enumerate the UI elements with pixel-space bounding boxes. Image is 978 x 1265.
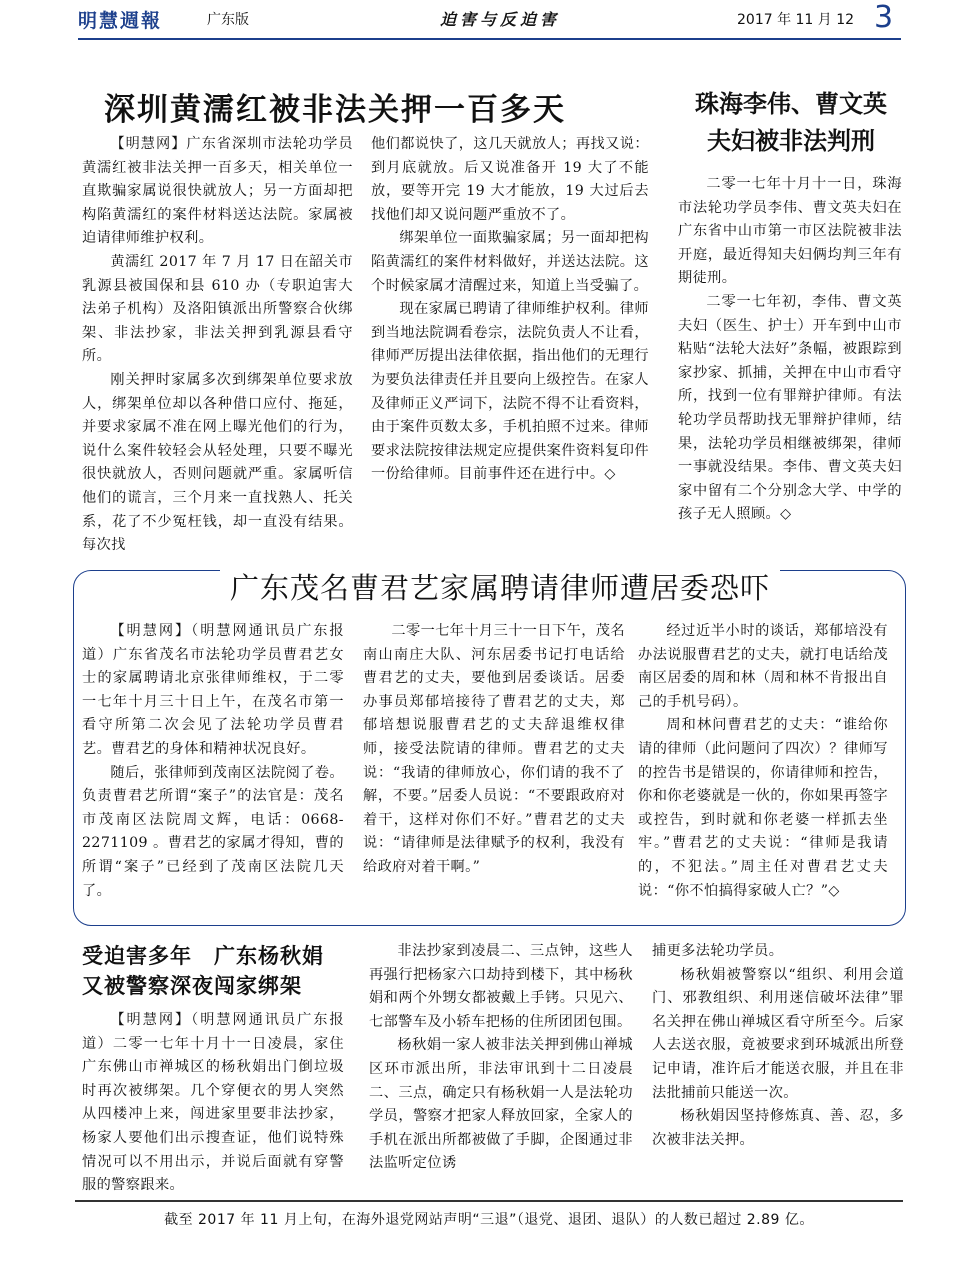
article-4-paragraph: 【明慧网】（明慧网通讯员广东报道）二零一七年十月十一日凌晨，家住广东佛山市禅城区的杨秋娟出门倒垃圾时再次被绑架。几个穿便衣的男人突然从四楼冲上来，闯进家里要非法抄家，杨家人要他们出示搜查证，他们说特殊情况可以不用出示，并说后面就有穿警服的警察跟来。	[82, 1012, 344, 1194]
article-3-paragraph: 经过近半小时的谈话，郑郁培没有办法说服曹君艺的丈夫，就打电话给茂南区居委的周和林（周和林不肯报出自己的手机号码）。	[638, 623, 888, 710]
article-3-paragraph: 周和林问曹君艺的丈夫：“谁给你请的律师（此问题问了四次）？律师写的控告书是错误的，你请律师和控告，你和你老婆就是一伙的，你如果再签字或控告，到时就和你老婆一样抓去坐牢。”曹君艺的丈夫说：“律师是我请的，不犯法。”周主任对曹君艺丈夫说：“你不怕搞得家破人亡？”◇	[638, 717, 888, 899]
article-2-column	[678, 173, 902, 527]
section-title: 迫害与反迫害	[440, 10, 561, 29]
article-3-paragraph: 随后，张律师到茂南区法院阅了卷。负责曹君艺所谓“案子”的法官是：茂名市茂南区法院周文辉，电话：0668-2271109 。曹君艺的家属才得知，曹的所谓“案子”已经到了茂南区法院几天了。	[82, 764, 344, 899]
article-4-title-line: 受迫害多年 广东杨秋娟	[82, 944, 324, 968]
article-4-paragraph: 非法抄家到凌晨二、三点钟，这些人再强行把杨家六口劫持到楼下，其中杨秋娟和两个外甥女都被戴上手铐。只见六、七部警车及小轿车把杨的住所团团包围。	[369, 943, 633, 1030]
newspaper-brand: 明慧週報	[78, 10, 163, 32]
article-2-title-line: 夫妇被非法判刑	[707, 127, 875, 155]
article-4-title	[82, 941, 362, 1001]
header-divider	[78, 38, 901, 40]
article-4-title-line: 又被警察深夜闯家绑架	[82, 974, 302, 998]
article-1-paragraph: 黄濡红 2017 年 7 月 17 日在韶关市乳源县被国保和县 610 办（专职迫害大法弟子机构）及洛阳镇派出所警察合伙绑架、非法抄家，非法关押到乳源县看守所。	[82, 253, 353, 365]
article-1-title: 深圳黄濡红被非法关押一百多天	[104, 92, 566, 128]
article-4-paragraph: 杨秋娟被警察以“组织、利用会道门、邪教组织、利用迷信破坏法律”罪名关押在佛山禅城区看守所至今。后家人去送衣服，竟被要求到环城派出所登记申请，准许后才能送衣服，并且在非法批捕前只能送一次。	[652, 966, 904, 1101]
article-1-paragraph: 绑架单位一面欺骗家属；另一面却把构陷黄濡红的案件材料做好，并送达法院。这个时候家属才清醒过来，知道上当受骗了。	[371, 230, 649, 294]
article-1-paragraph: 现在家属已聘请了律师维护权利。律师到当地法院调看卷宗，法院负责人不让看，律师严厉提出法律依据，指出他们的无理行为要负法律责任并且要向上级控告。在家人及律师正义严词下，法院不得不让看资料，由于案件页数太多，手机拍照不过来。律师要求法院按律法规定应提供案件资料复印件一份给律师。目前事件还在进行中。◇	[371, 301, 649, 483]
article-1-column-2	[371, 133, 649, 487]
issue-date: 2017 年 11 月 12	[737, 12, 855, 28]
article-3-column-2	[363, 620, 625, 880]
article-2-title-line: 珠海李伟、曹文英	[695, 90, 887, 118]
article-2-paragraph: 二零一七年初，李伟、曹文英夫妇（医生、护士）开车到中山市粘贴“法轮大法好”条幅，被跟踪到家抄家、抓捕，关押在中山市看守所，找到一位有罪辩护律师。有法轮功学员帮助找无罪辩护律师，结果，法轮功学员相继被绑架，律师一事就没结果。李伟、曹文英夫妇家中留有二个分别念大学、中学的孩子无人照顾。◇	[678, 293, 902, 523]
article-3-column-3	[638, 620, 888, 903]
article-2-paragraph: 二零一七年十月十一日，珠海市法轮功学员李伟、曹文英夫妇在广东省中山市第一市区法院被非法开庭，最近得知夫妇俩均判三年有期徒刑。	[678, 176, 902, 287]
article-3-column-1	[82, 620, 344, 903]
article-4-paragraph: 捕更多法轮功学员。	[652, 943, 784, 959]
article-4-column-2	[369, 940, 633, 1176]
article-3-paragraph: 【明慧网】（明慧网通讯员广东报道）广东省茂名市法轮功学员曹君艺女士的家属聘请北京张律师维权，于二零一七年十月三十日上午，在茂名市第一看守所第二次会见了法轮功学员曹君艺。曹君艺的身体和精神状况良好。	[82, 623, 344, 757]
article-3-paragraph: 二零一七年十月三十一日下午，茂名南山南庄大队、河东居委书记打电话给曹君艺的丈夫，要他到居委谈话。居委办事员郑郁培接待了曹君艺的丈夫，郑郁培想说服曹君艺的丈夫辞退维权律师，接受法院请的律师。曹君艺的丈夫说：“我请的律师放心，你们请的我不了解，不要。”居委人员说：“不要跟政府对着干，这样对你们不好。”曹君艺的丈夫说：“请律师是法律赋予的权利，我没有给政府对着干啊。”	[363, 623, 625, 875]
page-number: 3	[874, 0, 894, 35]
article-2-title	[676, 86, 906, 160]
article-3-title: 广东茂名曹君艺家属聘请律师遭居委恐吓	[220, 566, 780, 607]
article-1-column-1	[82, 133, 353, 558]
edition-label: 广东版	[207, 12, 249, 28]
footer-note: 截至 2017 年 11 月上旬，在海外退党网站声明“三退”（退党、退团、退队）的人数已超过 2.89 亿。	[164, 1212, 814, 1228]
article-4-column-3	[652, 940, 904, 1152]
article-4-column-1	[82, 1009, 344, 1198]
article-4-paragraph: 杨秋娟因坚持修炼真、善、忍，多次被非法关押。	[652, 1108, 904, 1148]
footer-divider	[75, 1200, 903, 1202]
article-1-paragraph: 刚关押时家属多次到绑架单位要求放人，绑架单位却以各种借口应付、拖延，并要求家属不准在网上曝光他们的行为，说什么案件较轻会从轻处理，只要不曝光很快就放人，否则问题就严重。家属听信他们的谎言，三个月来一直找熟人、托关系，花了不少冤枉钱，却一直没有结果。每次找	[82, 371, 353, 554]
article-4-paragraph: 杨秋娟一家人被非法关押到佛山禅城区环市派出所，非法审讯到十二日凌晨二、三点，确定只有杨秋娟一人是法轮功学员，警察才把家人释放回家，全家人的手机在派出所都被做了手脚，企图通过非法监听定位诱	[369, 1037, 633, 1172]
article-1-paragraph: 他们都说快了，这几天就放人；再找又说：到月底就放。后又说准备开 19 大了不能放，要等开完 19 大才能放，19 大过后去找他们却又说问题严重放不了。	[371, 136, 649, 223]
article-1-paragraph: 【明慧网】广东省深圳市法轮功学员黄濡红被非法关押一百多天，相关单位一直欺骗家属说很快就放人；另一方面却把构陷黄濡红的案件材料送达法院。家属被迫请律师维护权利。	[82, 136, 353, 247]
